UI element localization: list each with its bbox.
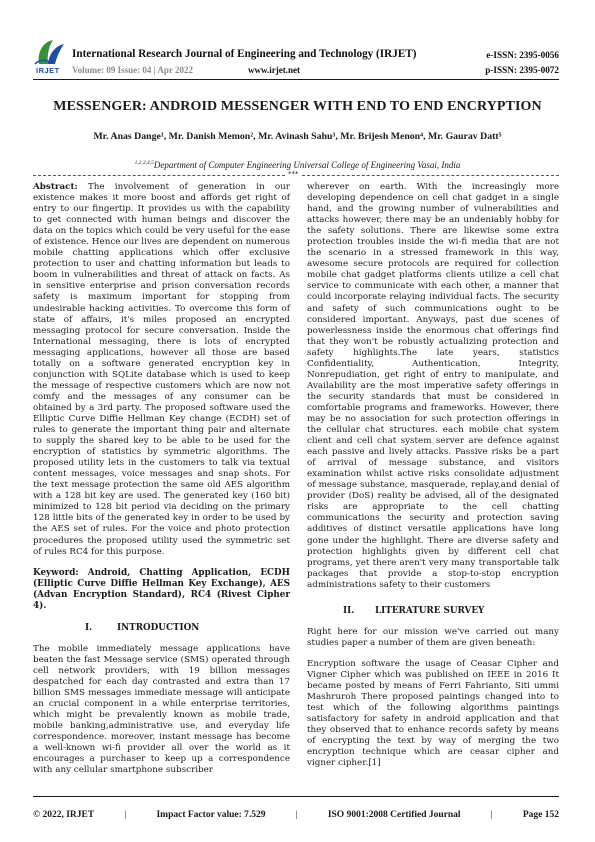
affiliation-sup: 1,2,3,4,5 — [134, 160, 154, 166]
logo-text: IRJET — [36, 66, 60, 75]
eissn: e-ISSN: 2395-0056 — [486, 50, 559, 60]
footer-impact-factor: Impact Factor value: 7.529 — [156, 810, 266, 820]
affiliation-text: Department of Computer Engineering Universal College of Engineering Vasai, India — [153, 160, 461, 170]
literature-intro: Right here for our mission we've carried out many studies paper a number of them are given beneath: — [307, 626, 559, 648]
header-rule — [33, 79, 559, 80]
divider-stars: *** — [288, 170, 299, 178]
footer — [33, 810, 559, 820]
right-column — [307, 182, 559, 769]
literature-paragraph: Encryption software the usage of Ceasar Cipher and Vigner Cipher which was published on IEEE in 2016 It became posted by means of Ferri Fahrianto, Siti ummi Mashruroh There proposed paintings changed into to test which of the following algorithms paintings satisfactory for safety in android application and that they observed that to enhance records safety by means of encrypting the text by way of merging the two encryption technique which are ceasar cipher and vigner cipher.[1] — [307, 658, 559, 769]
author-list: Mr. Anas Dange¹, Mr. Danish Memon², Mr. Avinash Sahu³, Mr. Brijesh Menon⁴, Mr. Gaurav Datt⁵ — [93, 131, 502, 142]
section-heading-literature — [307, 606, 559, 617]
introduction-paragraph: The mobile immediately message applications have beaten the fast Message service (SMS) operated through cell network providers, with 19 billion messages despatched for each day contrasted and extra than 17 billion SMS messages immediate message will anticipate an crucial component in a while enterprise territories, which might be prevalently known as mobile trade, mobile banking,administrative use, and everyday life correspondence. moreover, instant message has become a well-known wi-fi provider all over the world as it encourages a purchaser to keep up a correspondence with any cellular smartphone subscriber — [33, 643, 290, 776]
footer-iso: ISO 9001:2008 Certified Journal — [327, 810, 461, 820]
section-number: I. — [85, 622, 93, 633]
footer-separator: | — [490, 810, 493, 820]
section-heading-introduction — [33, 623, 290, 634]
abstract-label: Abstract: — [33, 182, 78, 192]
introduction-continued: wherever on earth. With the increasingly more developing dependence on cell chat gadget in a single hand, and the growing number of vulnerabilities and attacks however, there may be an undeniably hobby for the safety solutions. There are likewise some extra protection troubles inside the wi-fi media that are not the scenario in a stressed framework in this way, awesome secure protocols are required for collection mobile chat gadget platforms clients utilize a cell chat service to communicate with each other, a manner that could incorporate relaying individual facts. The security and safety of such communications ought to be considered important. Anyways, past due scenes of powerlessness inside the enormous chat offerings find that they won't be robustly actualizing protection and safety highlights.The late years, statistics Confidentiality, Authentication, Integrity, Nonrepudiation, get right of entry to manipulate, and Availability are the most imperative safety offerings in the security standards that must be considered in comfortable programs and frameworks. However, there may be no association for such protection offerings in the cellular chat structures. each mobile chat system client and cell chat system server are defence against each passive and lively attacks. Passive risks be a part of arrival of message substance, and visitors examination whilst active risks consolidate adjustment of message substance, masquerade, replay,and denial of provider (DoS) reality be advised, all of the designated risks are appropriate to the cell chatting communications the security and protection saving additives of distinct versatile applications have long gone under the highlight. There are diverse safety and protection highlights given by different cell chat programs, yet there aren't very many transportable talk packages that provide a stop-to-stop encryption administrations safety to their customers — [307, 182, 559, 590]
abstract — [33, 182, 290, 558]
abstract-text: The involvement of generation in our existence makes it more boost and affords get right of entry to our fingertip. It provides us with the capability to get connected with human beings and discover the data on the topics which could be very useful for the ease of existence. Hence our lives are dependent on numerous mobile chatting applications which offer exclusive protection to user and chatting information but leads to boom in vulnerabilities and threat of attack on facts. As in sensitive enterprise and prison conversation records safety is maximum important for stopping from undesirable hacking activities. To overcome this form of state of affairs, it's miles proposed an encrypted messaging protocol for secure conversation. Inside the International messaging, there is lots of encrypted messaging applications, however all those are based totally on a software generated encryption key in conjunction with SQLite database which is used to keep the message of respective customers which are now not comfy and the messages of any consumer can be obtained by a 3rd party. The proposed software used the Elliptic Curve Diffie Hellman Key change (ECDH) set of rules to generate the important thing pair and alternate to supply the shared key to be able to be used for the encryption of statistics by symmetric algorithms. The proposed utility lets in the customers to talk via textual content messages, voice messages and snap shots. For the text message protection the same old AES algorithm with a 128 bit key are used. The generated key (160 bit) minimized to 128 bit period via deciding on the primary 128 little bits of the generated key in order to be used by the AES set of rules. For the voice and photo protection procedures the proposed utility used the symmetric set of rules RC4 for this purpose. — [33, 182, 290, 557]
logo-leaf-icon — [33, 38, 67, 66]
journal-volume: Volume: 09 Issue: 04 | Apr 2022 — [72, 65, 193, 75]
pissn: p-ISSN: 2395-0072 — [485, 65, 559, 75]
footer-copyright: © 2022, IRJET — [33, 810, 95, 820]
section-title: LITERATURE SURVEY — [375, 605, 485, 616]
section-number: II. — [343, 605, 355, 616]
journal-title: International Research Journal of Engineering and Technology (IRJET) — [72, 48, 417, 60]
footer-page-number: Page 152 — [522, 810, 559, 820]
footer-rule — [33, 796, 559, 797]
keywords: Keyword: Android, Chatting Application, ECDH (Elliptic Curve Diffie Hellman Key Exchange), AES (Advan Encryption Standard), RC4 (Rivest Cipher 4). — [33, 567, 290, 611]
journal-website[interactable]: www.irjet.net — [248, 65, 300, 75]
footer-separator: | — [295, 810, 298, 820]
section-title: INTRODUCTION — [117, 622, 200, 633]
footer-separator: | — [124, 810, 127, 820]
paper-title: MESSENGER: ANDROID MESSENGER WITH END TO END ENCRYPTION — [53, 99, 542, 114]
affiliation — [0, 160, 595, 170]
left-column — [33, 182, 290, 776]
